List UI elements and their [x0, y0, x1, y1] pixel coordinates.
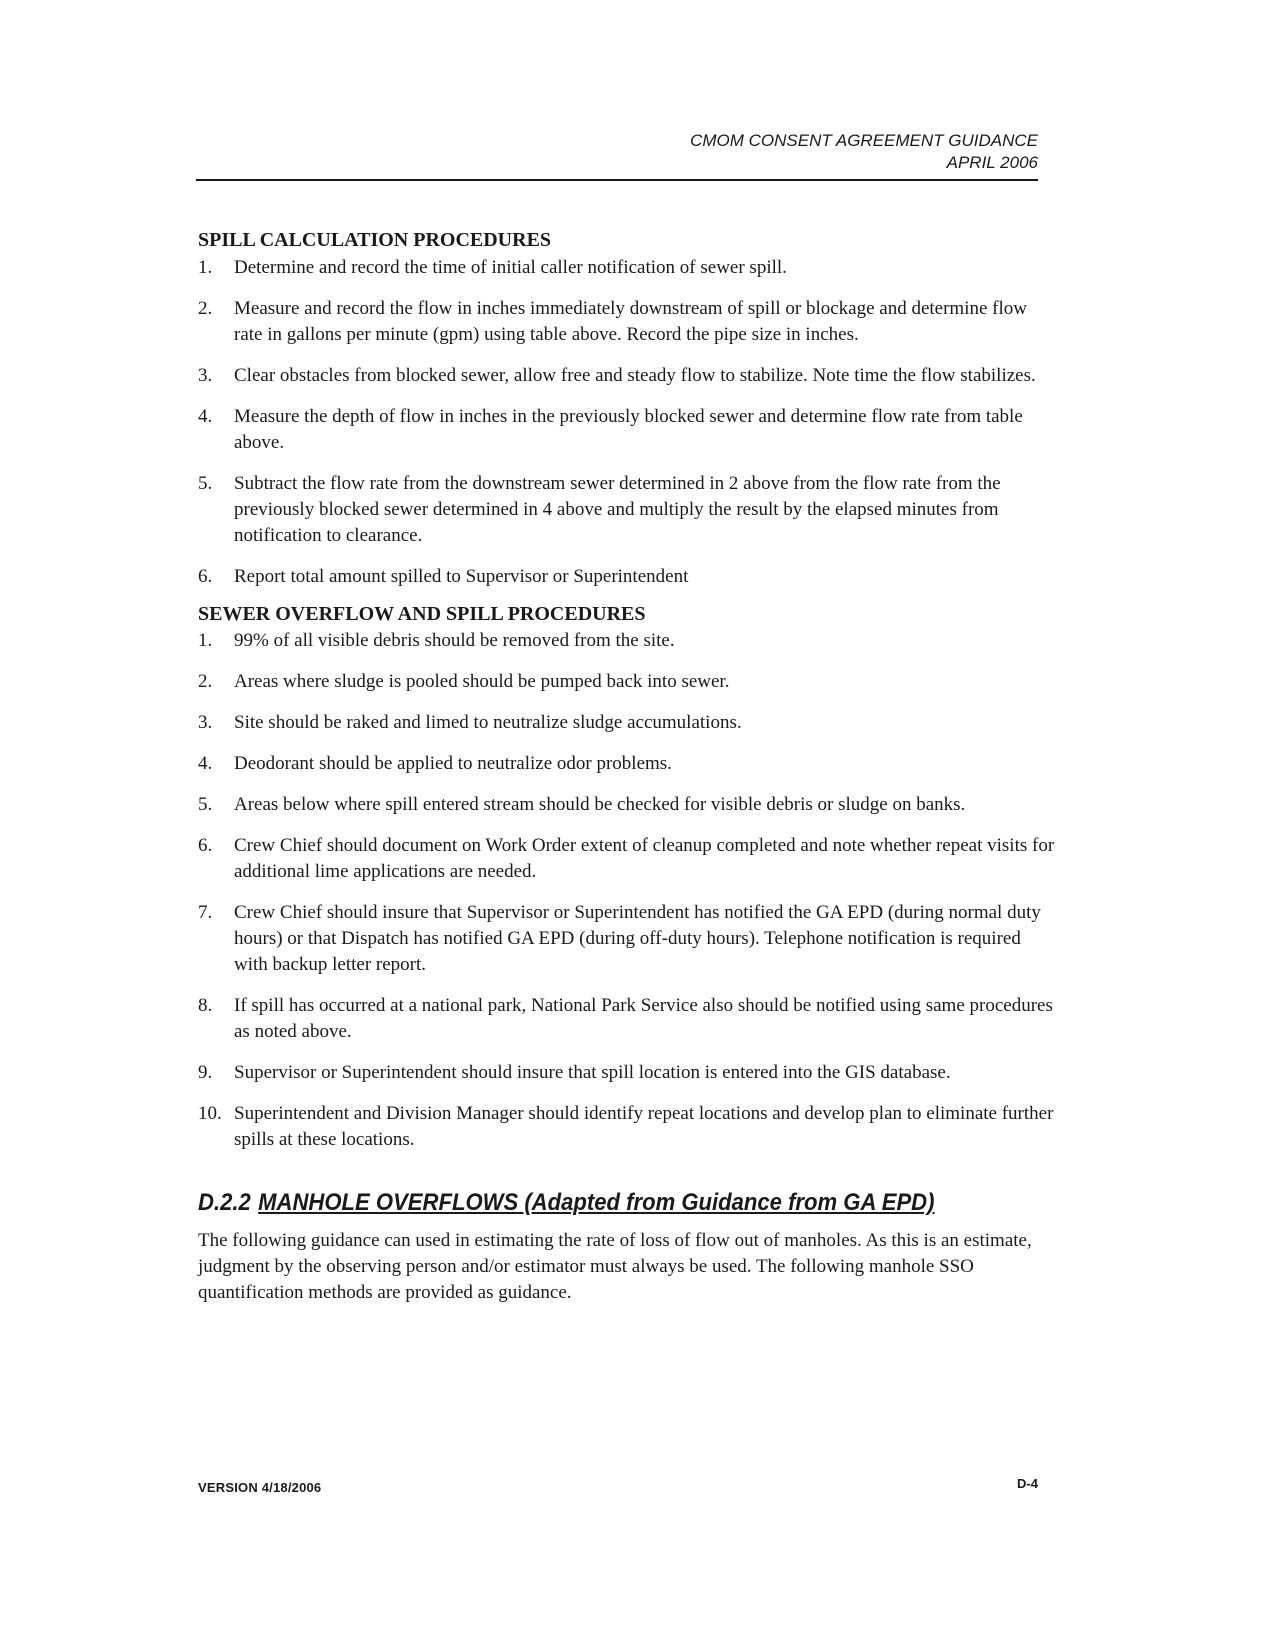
list-item: [198, 993, 1058, 1045]
list-item: [198, 900, 1058, 978]
list-text: Clear obstacles from blocked sewer, allow free and steady flow to stabilize. Note time the flow stabilizes.: [234, 365, 1036, 386]
list-number: 5.: [198, 473, 213, 494]
list-item: [198, 833, 1058, 885]
list-number: 6.: [198, 835, 213, 856]
section-title: MANHOLE OVERFLOWS (Adapted from Guidance from GA EPD): [258, 1189, 935, 1216]
list-item: [198, 1101, 1058, 1153]
list-item: [198, 471, 1058, 549]
list-number: 4.: [198, 406, 213, 427]
list-item: [198, 669, 1058, 695]
manhole-guidance-paragraph: The following guidance can used in estimating the rate of loss of flow out of manholes. As this is an estimate, judgment by the observing person and/or estimator must always be used. The following manhole SSO quantification methods are provided as guidance.: [198, 1230, 1032, 1303]
list-text: Superintendent and Division Manager should identify repeat locations and develop plan to eliminate further spills at these locations.: [234, 1103, 1054, 1150]
list-text: Areas where sludge is pooled should be pumped back into sewer.: [234, 671, 730, 692]
list-item: [198, 255, 1058, 281]
list-number: 2.: [198, 671, 213, 692]
list-text: Measure and record the flow in inches immediately downstream of spill or blockage and determine flow rate in gallons per minute (gpm) using table above. Record the pipe size in inches.: [234, 298, 1027, 345]
footer-page-number: D-4: [1017, 1476, 1038, 1491]
section-number: D.2.2: [198, 1189, 251, 1216]
list-number: 3.: [198, 365, 213, 386]
header-date: APRIL 2006: [946, 153, 1038, 172]
sewer-overflow-heading: SEWER OVERFLOW AND SPILL PROCEDURES: [198, 603, 646, 625]
list-text: If spill has occurred at a national park, National Park Service also should be notified using same procedures as noted above.: [234, 995, 1053, 1042]
running-header: [196, 130, 1038, 174]
list-item: [198, 751, 1058, 777]
list-number: 1.: [198, 630, 213, 651]
list-number: 7.: [198, 902, 213, 923]
list-item: [198, 404, 1058, 456]
list-number: 6.: [198, 566, 213, 587]
list-item: [198, 710, 1058, 736]
list-text: Subtract the flow rate from the downstream sewer determined in 2 above from the flow rate from the previously blocked sewer determined in 4 above and multiply the result by the elapsed minutes from notification to clearance.: [234, 473, 1001, 546]
list-number: 3.: [198, 712, 213, 733]
list-text: Site should be raked and limed to neutralize sludge accumulations.: [234, 712, 742, 733]
list-item: [198, 564, 1058, 590]
footer-version: VERSION 4/18/2006: [198, 1480, 322, 1495]
list-item: [198, 1060, 1058, 1086]
page-body: [198, 228, 1058, 1325]
list-text: Deodorant should be applied to neutralize odor problems.: [234, 753, 672, 774]
list-item: [198, 296, 1058, 348]
spill-calculation-heading: SPILL CALCULATION PROCEDURES: [198, 229, 552, 251]
sewer-overflow-list: [198, 628, 1058, 1153]
list-text: Report total amount spilled to Supervisor or Superintendent: [234, 566, 689, 587]
list-item: [198, 628, 1058, 654]
header-rule: [196, 179, 1038, 181]
list-text: Measure the depth of flow in inches in the previously blocked sewer and determine flow rate from table above.: [234, 406, 1023, 453]
list-number: 9.: [198, 1062, 213, 1083]
list-text: Crew Chief should insure that Supervisor or Superintendent has notified the GA EPD (during normal duty hours) or that Dispatch has notified GA EPD (during off-duty hours). Telephone notification is required with backup letter report.: [234, 902, 1041, 975]
manhole-overflows-heading: [198, 1188, 989, 1218]
list-item: [198, 792, 1058, 818]
list-text: Crew Chief should document on Work Order extent of cleanup completed and note whether repeat visits for additional lime applications are needed.: [234, 835, 1055, 882]
list-number: 1.: [198, 257, 213, 278]
list-number: 5.: [198, 794, 213, 815]
list-item: [198, 363, 1058, 389]
list-number: 4.: [198, 753, 213, 774]
spill-calculation-list: [198, 255, 1058, 590]
list-text: Areas below where spill entered stream should be checked for visible debris or sludge on banks.: [234, 794, 966, 815]
list-text: Determine and record the time of initial caller notification of sewer spill.: [234, 257, 787, 278]
list-number: 10.: [198, 1103, 222, 1124]
list-text: 99% of all visible debris should be removed from the site.: [234, 630, 675, 651]
list-text: Supervisor or Superintendent should insure that spill location is entered into the GIS database.: [234, 1062, 951, 1083]
list-number: 2.: [198, 298, 213, 319]
list-number: 8.: [198, 995, 213, 1016]
header-title: CMOM CONSENT AGREEMENT GUIDANCE: [690, 131, 1038, 150]
